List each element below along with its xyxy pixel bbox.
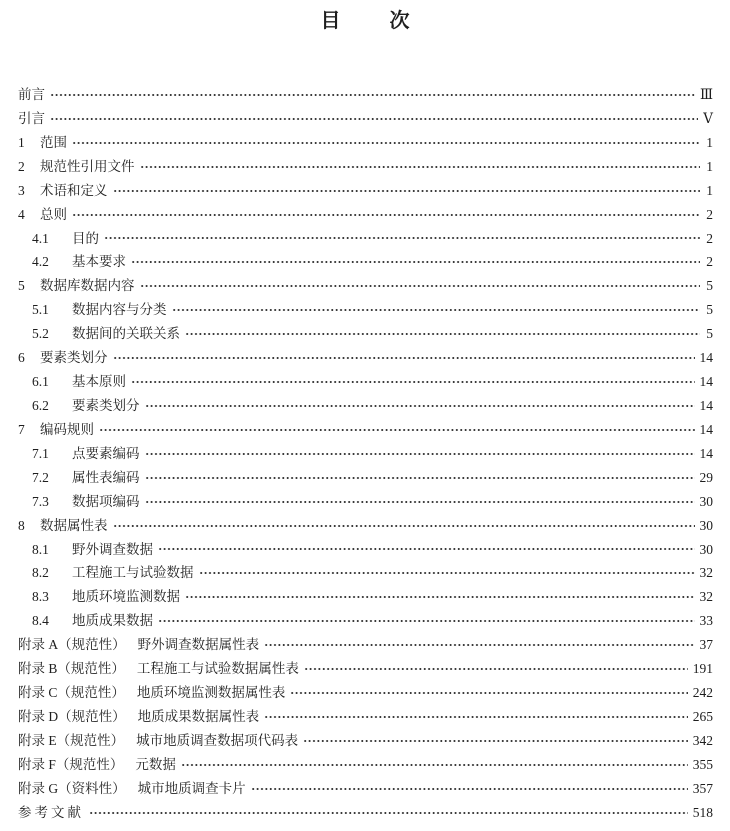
dot-leader xyxy=(145,401,695,411)
entry-title: 元数据 xyxy=(135,756,176,772)
entry-title: 总则 xyxy=(40,206,67,222)
toc-entry-7-2[interactable] xyxy=(18,466,713,490)
entry-number: 8.3 xyxy=(32,589,49,605)
toc-entry-5-1[interactable] xyxy=(18,298,713,322)
entry-title: 野外调查数据 xyxy=(72,541,153,557)
dot-leader xyxy=(145,473,695,483)
entry-page: 14 xyxy=(699,374,713,390)
appendix-label: 附录 F（规范性） xyxy=(18,756,124,772)
appendix-label: 附录 C（规范性） xyxy=(18,685,125,701)
entry-number: 7.1 xyxy=(32,445,49,461)
toc-entry-5-2[interactable] xyxy=(18,322,713,346)
dot-leader xyxy=(172,305,701,315)
toc-entry-2[interactable] xyxy=(18,155,713,179)
entry-title: 野外调查数据属性表 xyxy=(137,637,260,653)
dot-leader xyxy=(304,664,688,674)
entry-page: 14 xyxy=(699,350,713,366)
toc-entry-6-1[interactable] xyxy=(18,370,713,394)
dot-leader xyxy=(50,90,695,100)
entry-page: 29 xyxy=(699,469,713,485)
dot-leader xyxy=(72,138,700,148)
entry-number: 5 xyxy=(18,278,25,294)
dot-leader xyxy=(50,114,698,124)
entry-title: 数据属性表 xyxy=(40,517,108,533)
dot-leader xyxy=(131,257,700,267)
toc-entry-appendix-b[interactable] xyxy=(18,657,713,681)
entry-title: 地质成果数据属性表 xyxy=(137,708,260,724)
entry-number: 4.2 xyxy=(32,254,49,270)
entry-page: 242 xyxy=(692,685,713,701)
appendix-label: 附录 B（规范性） xyxy=(18,661,125,677)
entry-title: 城市地质调查卡片 xyxy=(137,780,246,796)
entry-page: 1 xyxy=(706,158,713,174)
entry-number: 5.2 xyxy=(32,326,49,342)
toc-entry-foreword[interactable] xyxy=(18,83,713,107)
page-title: 目 次 xyxy=(320,10,410,32)
entry-title: 基本要求 xyxy=(72,254,126,270)
toc-entry-7-1[interactable] xyxy=(18,442,713,466)
toc-entry-7[interactable] xyxy=(18,418,713,442)
entry-title: 数据库数据内容 xyxy=(40,278,135,294)
dot-leader xyxy=(89,808,688,818)
entry-number: 2 xyxy=(18,158,25,174)
entry-title: 数据项编码 xyxy=(72,493,140,509)
entry-title: 编码规则 xyxy=(40,421,94,437)
entry-number: 4 xyxy=(18,206,25,222)
entry-number: 6.2 xyxy=(32,397,49,413)
toc-entry-6[interactable] xyxy=(18,346,713,370)
dot-leader xyxy=(99,425,695,435)
entry-title: 要素类划分 xyxy=(40,350,108,366)
entry-page: 14 xyxy=(699,445,713,461)
toc-entry-8-3[interactable] xyxy=(18,585,713,609)
entry-title: 地质环境监测数据 xyxy=(72,589,180,605)
appendix-label: 附录 G（资料性） xyxy=(18,780,126,796)
appendix-label: 附录 D（规范性） xyxy=(18,708,126,724)
dot-leader xyxy=(158,544,695,554)
appendix-label: 附录 E（规范性） xyxy=(18,732,125,748)
entry-page: 265 xyxy=(692,708,713,724)
dot-leader xyxy=(303,736,688,746)
entry-number: 1 xyxy=(18,134,25,150)
entry-page: 357 xyxy=(692,780,713,796)
dot-leader xyxy=(185,592,695,602)
toc-entry-appendix-d[interactable] xyxy=(18,705,713,729)
entry-title: 数据间的关联关系 xyxy=(72,326,180,342)
toc-entry-5[interactable] xyxy=(18,274,713,298)
entry-number: 8 xyxy=(18,517,25,533)
entry-page: 5 xyxy=(706,326,713,342)
entry-page: 342 xyxy=(692,732,713,748)
entry-number: 7 xyxy=(18,421,25,437)
dot-leader xyxy=(72,210,700,220)
entry-page: 1 xyxy=(706,134,713,150)
entry-title: 基本原则 xyxy=(72,374,126,390)
toc-entry-8[interactable] xyxy=(18,514,713,538)
entry-number: 4.1 xyxy=(32,230,49,246)
toc-entry-appendix-a[interactable] xyxy=(18,633,713,657)
dot-leader xyxy=(113,186,701,196)
entry-title: 点要素编码 xyxy=(72,445,140,461)
entry-page: 355 xyxy=(692,756,713,772)
entry-page: 32 xyxy=(699,589,713,605)
entry-page: 191 xyxy=(692,661,713,677)
entry-title: 工程施工与试验数据属性表 xyxy=(136,661,299,677)
entry-title: 目的 xyxy=(72,230,99,246)
dot-leader xyxy=(140,281,701,291)
dot-leader xyxy=(158,616,695,626)
dot-leader xyxy=(113,353,695,363)
toc-entry-1[interactable] xyxy=(18,131,713,155)
entry-number: 8.2 xyxy=(32,565,49,581)
appendix-label: 附录 A（规范性） xyxy=(18,637,126,653)
dot-leader xyxy=(264,640,694,650)
dot-leader xyxy=(113,521,695,531)
entry-title: 数据内容与分类 xyxy=(72,302,167,318)
entry-title: 前言 xyxy=(18,87,45,102)
entry-page: 5 xyxy=(706,302,713,318)
entry-number: 8.4 xyxy=(32,613,49,629)
entry-page: Ⅴ xyxy=(703,110,713,126)
entry-page: 14 xyxy=(699,397,713,413)
entry-page: 2 xyxy=(706,254,713,270)
toc-entry-3[interactable] xyxy=(18,179,713,203)
entry-page: 5 xyxy=(706,278,713,294)
entry-title: 参考文献 xyxy=(18,804,84,820)
entry-page: Ⅲ xyxy=(699,87,713,102)
entry-title: 规范性引用文件 xyxy=(40,158,135,174)
entry-title: 范围 xyxy=(40,134,67,150)
entry-title: 地质环境监测数据属性表 xyxy=(136,685,286,701)
dot-leader xyxy=(131,377,695,387)
toc-entry-appendix-e[interactable] xyxy=(18,729,713,753)
toc-entry-7-3[interactable] xyxy=(18,490,713,514)
entry-title: 工程施工与试验数据 xyxy=(72,565,194,581)
entry-number: 6 xyxy=(18,350,25,366)
entry-page: 2 xyxy=(706,230,713,246)
entry-title: 要素类划分 xyxy=(72,397,140,413)
dot-leader xyxy=(145,497,695,507)
toc-entry-4-1[interactable] xyxy=(18,227,713,251)
dot-leader xyxy=(290,688,687,698)
toc-entry-appendix-f[interactable] xyxy=(18,753,713,777)
entry-page: 30 xyxy=(699,541,713,557)
entry-number: 7.3 xyxy=(32,493,49,509)
toc-entry-4[interactable] xyxy=(18,203,713,227)
dot-leader xyxy=(181,760,688,770)
table-of-contents xyxy=(18,83,713,825)
dot-leader xyxy=(251,784,688,794)
dot-leader xyxy=(145,449,695,459)
toc-entry-8-4[interactable] xyxy=(18,609,713,633)
toc-entry-appendix-g[interactable] xyxy=(18,777,713,801)
entry-page: 30 xyxy=(699,517,713,533)
entry-page: 30 xyxy=(699,493,713,509)
toc-entry-introduction[interactable] xyxy=(18,107,713,131)
entry-title: 城市地质调查数据项代码表 xyxy=(136,732,299,748)
entry-page: 32 xyxy=(699,565,713,581)
dot-leader xyxy=(199,568,695,578)
toc-entry-8-1[interactable] xyxy=(18,538,713,562)
dot-leader xyxy=(140,162,701,172)
entry-title: 地质成果数据 xyxy=(72,613,153,629)
entry-page: 37 xyxy=(699,637,713,653)
entry-page: 1 xyxy=(706,182,713,198)
dot-leader xyxy=(264,712,688,722)
entry-title: 术语和定义 xyxy=(40,182,108,198)
entry-number: 8.1 xyxy=(32,541,49,557)
toc-entry-6-2[interactable] xyxy=(18,394,713,418)
entry-number: 5.1 xyxy=(32,302,49,318)
toc-entry-4-2[interactable] xyxy=(18,250,713,274)
entry-number: 3 xyxy=(18,182,25,198)
entry-title: 属性表编码 xyxy=(72,469,140,485)
toc-entry-8-2[interactable] xyxy=(18,561,713,585)
toc-entry-bibliography[interactable] xyxy=(18,801,713,825)
dot-leader xyxy=(104,233,700,243)
entry-number: 7.2 xyxy=(32,469,49,485)
entry-number: 6.1 xyxy=(32,374,49,390)
dot-leader xyxy=(185,329,700,339)
entry-page: 33 xyxy=(699,613,713,629)
entry-page: 14 xyxy=(699,421,713,437)
entry-page: 2 xyxy=(706,206,713,222)
entry-title: 引言 xyxy=(18,110,45,126)
entry-page: 518 xyxy=(692,804,713,820)
toc-entry-appendix-c[interactable] xyxy=(18,681,713,705)
